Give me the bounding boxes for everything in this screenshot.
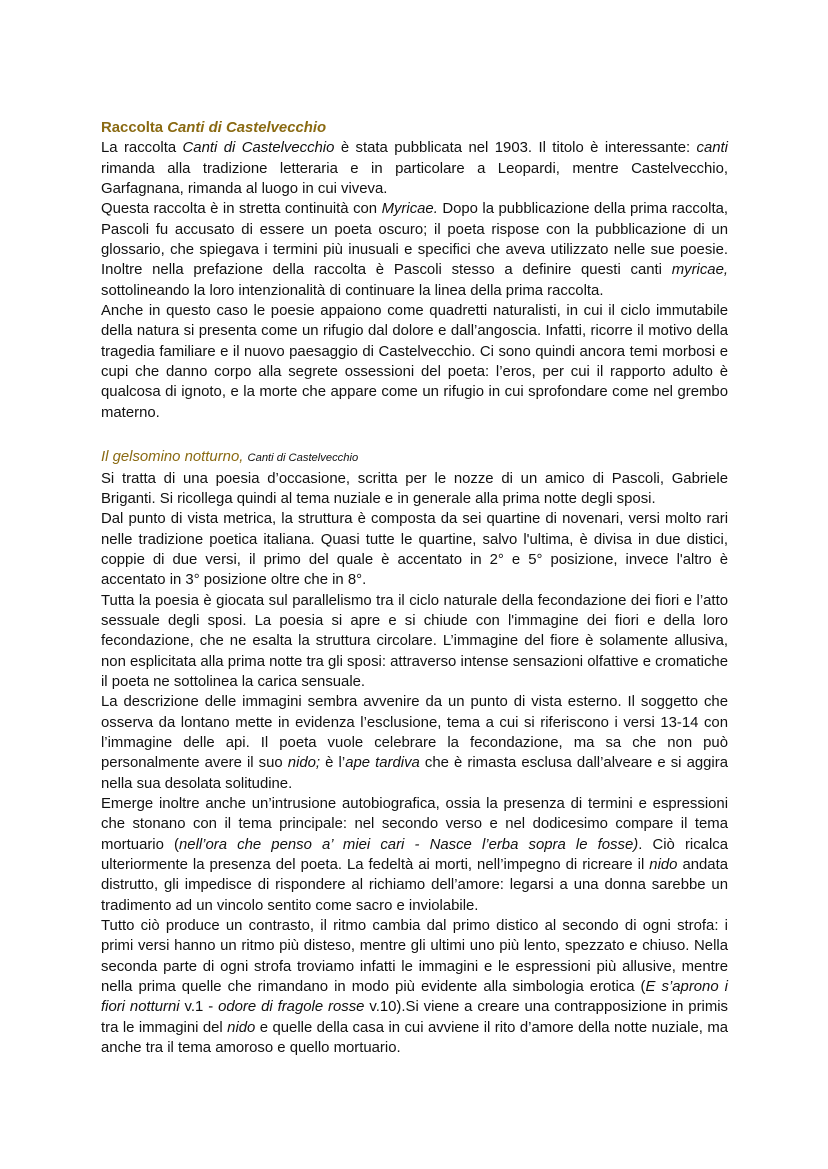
text-run: La descrizione delle immagini sembra avvenire da un punto di vista esterno. Il soggetto che osserva da lontano mette in evidenza l’esclusione, tema a cui si riferiscono i versi 13-14 con l’immagine delle api. Il poeta vuole celebrare la fecondazione, ma sa che non può personalmente avere il suo bbox=[101, 694, 728, 772]
text-run: v.1 - bbox=[179, 999, 219, 1016]
text-run: è l’ bbox=[320, 755, 346, 772]
text-run: La raccolta bbox=[101, 140, 183, 157]
section-heading-gelsomino bbox=[101, 447, 728, 468]
italic-text-run: nido bbox=[227, 1019, 256, 1036]
text-run: Tutta la poesia è giocata sul parallelismo tra il ciclo naturale della fecondazione dei fiori e l’atto sessuale degli sposi. La poesia si apre e si chiude con l'immagine dei fiori e della loro fecondazione, che ne esalta la struttura circolare. L’immagine del fiore è solamente allusiva, non esplicitata alla prima notte tra gli sposi: attraverso intense sensazioni olfattive e cromatiche il poeta ne sottolinea la carica sensuale. bbox=[101, 592, 728, 690]
paragraph bbox=[101, 469, 728, 510]
heading-subtitle: Canti di Castelvecchio bbox=[247, 452, 359, 465]
document-page bbox=[101, 118, 728, 1058]
paragraph bbox=[101, 509, 728, 590]
text-run: è stata pubblicata nel 1903. Il titolo è interessante: bbox=[334, 140, 697, 157]
italic-text-run: odore di fragole rosse bbox=[218, 999, 365, 1016]
text-run: Questa raccolta è in stretta continuità con bbox=[101, 201, 382, 218]
text-run: Tutto ciò produce un contrasto, il ritmo cambia dal primo distico al secondo di ogni strofa: i primi versi hanno un ritmo più disteso, mentre gli ultimi uno più lento, spezzato e chiuso. Nella seconda parte di ogni strofa troviamo infatti le immagini e le espressioni più allusive, mentre nella prima quelle che rimandano in modo più evidente alla simbologia erotica ( bbox=[101, 918, 728, 996]
text-run: Anche in questo caso le poesie appaiono come quadretti naturalisti, in cui il ciclo immutabile della natura si presenta come un rifugio dal dolore e dall’angoscia. Infatti, ricorre il motivo della tragedia familiare e il nuovo paesaggio di Castelvecchio. Ci sono quindi ancora temi morbosi e cupi che danno corpo alla segrete ossessioni del poeta: l’eros, per cui il rapporto adulto è qualcosa di ignoto, e la morte che appare come un rifugio in cui sprofondare come nel grembo materno. bbox=[101, 303, 728, 421]
paragraph bbox=[101, 692, 728, 794]
italic-text-run: nido bbox=[649, 857, 678, 874]
paragraph bbox=[101, 591, 728, 693]
text-run: v.10).Si viene a creare una contrapposizione in primis tra le immagini del bbox=[101, 999, 728, 1036]
text-run: Dal punto di vista metrica, la struttura è composta da sei quartine di novenari, versi molto rari nelle tradizione poetica italiana. Quasi tutte le quartine, salvo l'ultima, è divisa in due distici, coppie di due versi, il primo del quale è accentato in 2° e 5° posizione, invece l'altro è accentato in 3° posizione oltre che in 8°. bbox=[101, 511, 728, 589]
text-run: andata distrutto, gli impedisce di rispondere al richiamo dell’amore: legarsi a una donna sarebbe un tradimento ad un vincolo sentito come sacro e inviolabile. bbox=[101, 857, 728, 914]
italic-text-run: canti bbox=[696, 140, 728, 157]
italic-text-run: nell’ora che penso a’ miei cari - Nasce l’erba sopra le fosse) bbox=[179, 836, 639, 853]
paragraph bbox=[101, 301, 728, 423]
text-run: Emerge inoltre anche un’intrusione autobiografica, ossia la presenza di termini e espressioni che stonano con il tema principale: nel secondo verso e nel dodicesimo compare il tema mortuario ( bbox=[101, 796, 728, 853]
italic-text-run: E s’aprono i fiori notturni bbox=[101, 979, 728, 1016]
heading-title-italic: Il gelsomino notturno, bbox=[101, 449, 244, 466]
italic-text-run: ape tardiva bbox=[345, 755, 420, 772]
italic-text-run: Canti di Castelvecchio bbox=[182, 140, 335, 157]
paragraph bbox=[101, 199, 728, 301]
paragraph bbox=[101, 138, 728, 199]
text-run: Dopo la pubblicazione della prima raccolta, Pascoli fu accusato di essere un poeta oscuro; il poeta rispose con la pubblicazione di un glossario, che spiegava i termini più inusuali e specifici che aveva utilizzato nelle sue poesie. Inoltre nella prefazione della raccolta è Pascoli stesso a definire questi canti bbox=[101, 201, 728, 279]
paragraph bbox=[101, 916, 728, 1058]
text-run: sottolineando la loro intenzionalità di continuare la linea della prima raccolta. bbox=[101, 282, 604, 299]
text-run: che è rimasta esclusa dall’alveare e si aggira nella sua desolata solitudine. bbox=[101, 755, 728, 792]
heading-title-italic: Canti di Castelvecchio bbox=[167, 120, 327, 136]
text-run: rimanda alla tradizione letteraria e in particolare a Leopardi, mentre Castelvecchio, Garfagnana, rimanda al luogo in cui viveva. bbox=[101, 160, 728, 198]
text-run: . Ciò ricalca ulteriormente la presenza del poeta. La fedeltà ai morti, nell’impegno di ricreare il bbox=[101, 836, 728, 874]
text-run: Si tratta di una poesia d’occasione, scritta per le nozze di un amico di Pascoli, Gabriele Briganti. Si ricollega quindi al tema nuziale e in generale alla prima notte degli sposi. bbox=[101, 470, 728, 507]
text-run: e quelle della casa in cui avviene il rito d’amore della notte nuziale, ma anche tra il tema amoroso e quello mortuario. bbox=[101, 1019, 729, 1057]
italic-text-run: nido; bbox=[287, 755, 321, 772]
paragraph bbox=[101, 794, 728, 916]
heading-prefix: Raccolta bbox=[101, 120, 164, 136]
italic-text-run: Myricae. bbox=[381, 201, 438, 218]
italic-text-run: myricae, bbox=[671, 262, 728, 279]
section-heading-raccolta bbox=[101, 118, 728, 138]
